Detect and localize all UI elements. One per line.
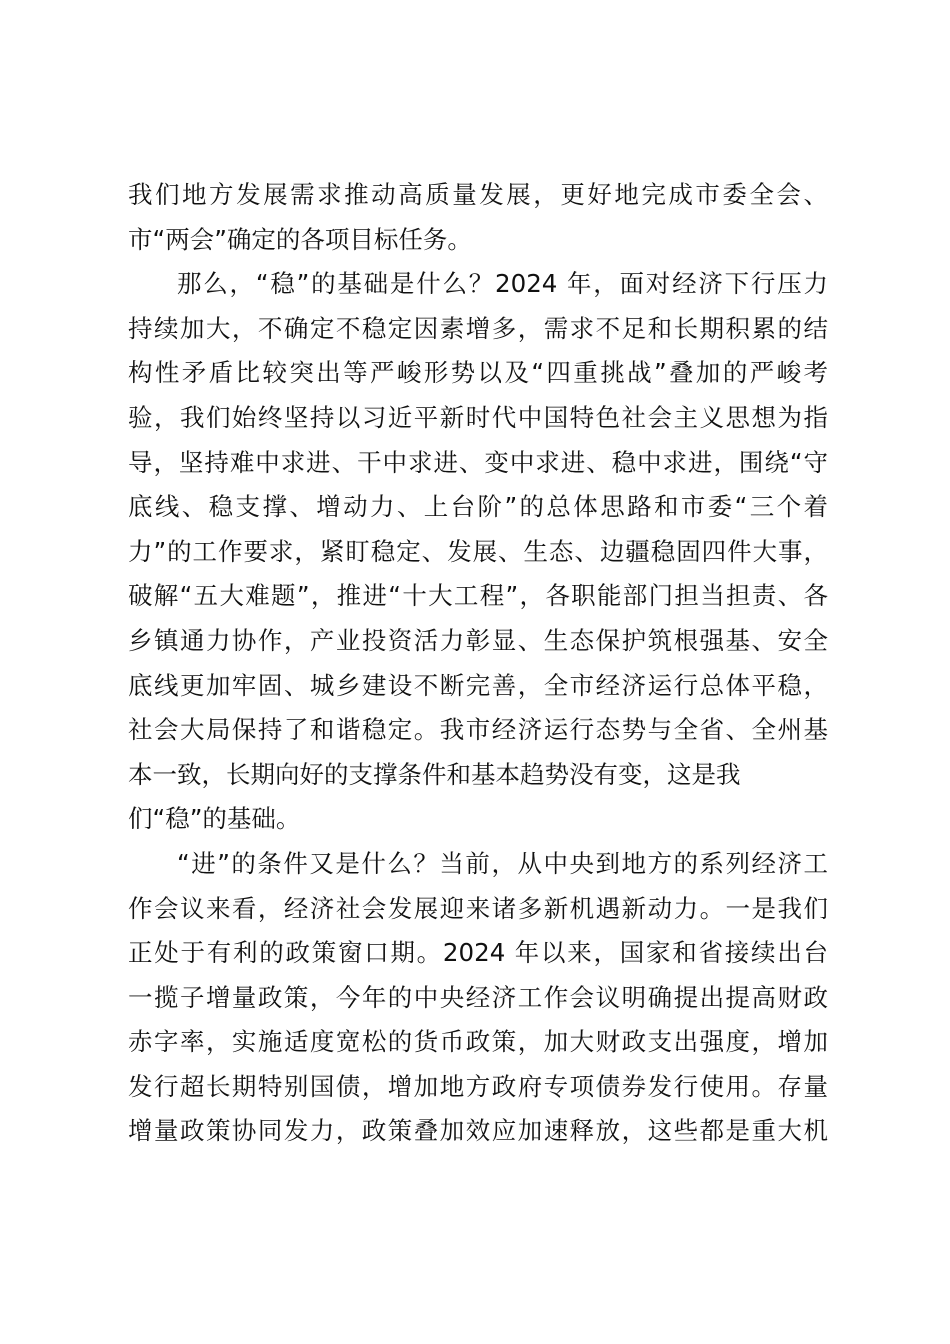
text-line: 发行超长期特别国债，增加地方政府专项债券发行使用。存量 — [128, 1071, 828, 1101]
text-line: 导，坚持难中求进、干中求进、变中求进、稳中求进，围绕“守 — [128, 447, 828, 477]
text-line: 持续加大，不确定不稳定因素增多，需求不足和长期积累的结 — [128, 313, 828, 343]
text-line: 底线更加牢固、城乡建设不断完善，全市经济运行总体平稳， — [128, 670, 828, 700]
text-line: 构性矛盾比较突出等严峻形势以及“四重挑战”叠加的严峻考 — [128, 358, 828, 388]
text-line: 正处于有利的政策窗口期。2024 年以来，国家和省接续出台 — [128, 938, 828, 968]
text-line: 本一致，长期向好的支撑条件和基本趋势没有变，这是我 — [128, 759, 741, 789]
text-line: 破解“五大难题”，推进“十大工程”，各职能部门担当担责、各 — [128, 581, 828, 611]
text-line: 我们地方发展需求推动高质量发展，更好地完成市委全会、 — [128, 180, 828, 209]
text-line: 那么，“稳”的基础是什么？2024 年，面对经济下行压力 — [177, 269, 828, 299]
text-line: 们“稳”的基础。 — [128, 804, 301, 834]
text-line: 作会议来看，经济社会发展迎来诸多新机遇新动力。一是我们 — [128, 893, 828, 923]
body-text — [128, 173, 828, 1154]
text-line: 力”的工作要求，紧盯稳定、发展、生态、边疆稳固四件大事， — [128, 536, 828, 566]
text-line: 增量政策协同发力，政策叠加效应加速释放，这些都是重大机 — [128, 1116, 828, 1146]
text-line: 赤字率，实施适度宽松的货币政策，加大财政支出强度，增加 — [128, 1027, 828, 1057]
text-line: 市“两会”确定的各项目标任务。 — [128, 224, 472, 254]
text-line: 一揽子增量政策，今年的中央经济工作会议明确提出提高财政 — [128, 982, 828, 1012]
text-line: 乡镇通力协作，产业投资活力彰显、生态保护筑根强基、安全 — [128, 625, 828, 655]
text-line: 社会大局保持了和谐稳定。我市经济运行态势与全省、全州基 — [128, 715, 828, 745]
text-line: 底线、稳支撑、增动力、上台阶”的总体思路和市委“三个着 — [128, 492, 828, 522]
text-line: “进”的条件又是什么？当前，从中央到地方的系列经济工 — [177, 848, 828, 878]
text-line: 验，我们始终坚持以习近平新时代中国特色社会主义思想为指 — [128, 402, 828, 432]
